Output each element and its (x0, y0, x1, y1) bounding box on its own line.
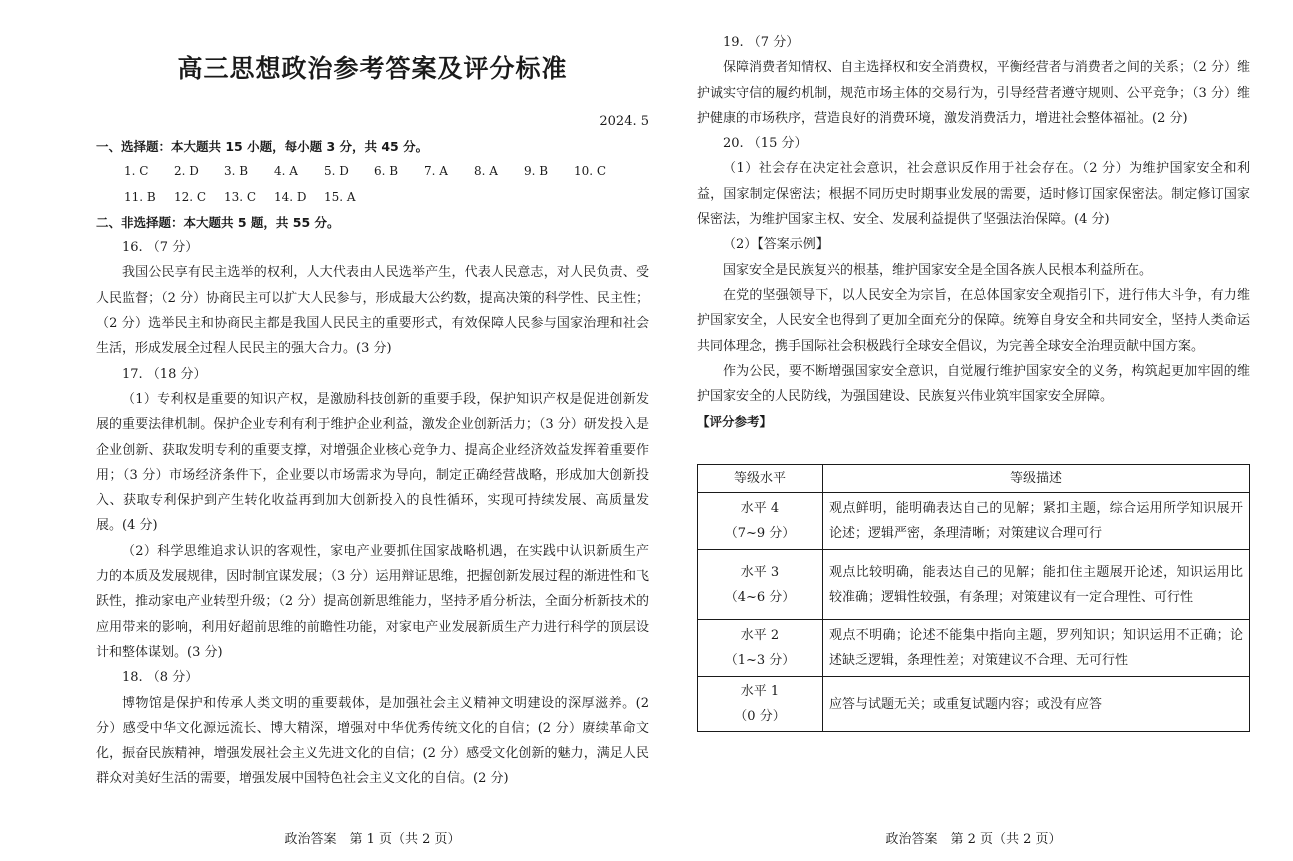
q17-part-2: （2）科学思维追求认识的客观性，家电产业要抓住国家战略机遇，在实践中认识新质生产力的本质及发展规律，因时制宜谋发展；（3 分）运用辩证思维，把握创新发展过程的渐进性和飞跃性，推动家电产业转型升级；（2 分）提高创新思维能力，坚持矛盾分析法，全面分析新技术的应用带来的影响，利用好超前思维的前瞻性功能，对家电产业发展新质生产力进行科学的顶层设计和整体谋划。(3 分) (96, 543, 649, 660)
answer-item: 11. B (124, 189, 156, 204)
answer-item: 1. C (124, 164, 149, 179)
q16-answer: 我国公民享有民主选举的权利，人大代表由人民选举产生，代表人民意志，对人民负责、受人民监督；（2 分）协商民主可以扩大人民参与，形成最大公约数，提高决策的科学性、民主性；（2 分）选举民主和协商民主都是我国人民民主的重要形式，有效保障人民参与国家治理和社会生活，形成发展全过程人民民主的强大合力。(3 分) (96, 265, 649, 357)
q17-part-1: （1）专利权是重要的知识产权，是激励科技创新的重要手段，保护知识产权是促进创新发展的重要法律机制。保护企业专利有利于维护企业利益，激发企业创新活力；（3 分）研发投入是企业创新、获取发明专利的重要支撑，对增强企业核心竞争力、提高企业经济效益发挥着重要作用；（3 分）市场经济条件下，企业要以市场需求为导向，制定正确经营战略，形成加大创新投入、获取专利保护到产生转化收益再到加大创新投入的良性循环，实现可持续发展、高质量发展。(4 分) (96, 391, 649, 534)
answer-item: 8. A (474, 164, 498, 179)
level-cell (698, 493, 823, 550)
level-cell (698, 620, 823, 677)
answer-item: 10. C (574, 164, 607, 179)
q19-label: 19. （7 分） (723, 35, 800, 50)
level-description: 观点鲜明，能明确表达自己的见解；紧扣主题，综合运用所学知识展开论述；逻辑严密，条理清晰；对策建议合理可行 (823, 493, 1250, 550)
answer-item: 15. A (324, 189, 356, 204)
level-name: 水平 2 (740, 628, 780, 643)
exam-date: 2024. 5 (599, 114, 649, 129)
q18-label: 18. （8 分） (122, 670, 199, 686)
answer-item: 6. B (374, 164, 399, 179)
page-1-footer: 政治答案 第 1 页（共 2 页） (284, 832, 461, 847)
q20-label: 20. （15 分） (723, 136, 808, 152)
page-1-body (96, 134, 649, 792)
table-row (698, 493, 1250, 550)
answer-item: 7. A (424, 164, 448, 179)
table-header-description: 等级描述 (823, 465, 1250, 493)
answer-item: 9. B (524, 164, 549, 179)
page-title: 高三思想政治参考答案及评分标准 (177, 54, 568, 83)
level-score-range: （7~9 分） (724, 526, 796, 541)
page-2-body (697, 30, 1250, 435)
q20-part-1: （1）社会存在决定社会意识，社会意识反作用于社会存在。（2 分）为维护国家安全和利益，国家制定保密法；根据不同历史时期事业发展的需要，适时修订国家保密法。制定修订国家保密法，为维护国家主权、安全、发展利益提供了坚强法治保障。(4 分) (697, 161, 1250, 228)
level-description: 观点不明确；论述不能集中指向主题，罗列知识；知识运用不正确；论述缺乏逻辑，条理性差；对策建议不合理、无可行性 (823, 620, 1250, 677)
answer-item: 4. A (274, 164, 298, 179)
level-name: 水平 4 (740, 501, 780, 516)
answer-item: 5. D (324, 164, 349, 179)
answers-row-1 (96, 159, 649, 184)
q18-answer: 博物馆是保护和传承人类文明的重要载体，是加强社会主义精神文明建设的深厚滋养。(2 分）感受中华文化源远流长、博大精深，增强对中华优秀传统文化的自信；(2 分）赓续革命文化，振奋民族精神，增强发展社会主义先进文化的自信；(2 分）感受文化创新的魅力，满足人民群众对美好生活的需要，增强发展中国特色社会主义文化的自信。(2 分) (96, 695, 649, 787)
level-cell (698, 677, 823, 732)
answer-item: 13. C (224, 189, 257, 204)
q16-label: 16. （7 分） (122, 240, 199, 256)
level-description: 应答与试题无关；或重复试题内容；或没有应答 (823, 677, 1250, 732)
level-score-range: （0 分） (734, 709, 786, 724)
level-score-range: （1~3 分） (724, 653, 796, 668)
q20-example-3: 作为公民，要不断增强国家安全意识，自觉履行维护国家安全的义务，构筑起更加牢固的维护国家安全的人民防线，为强国建设、民族复兴伟业筑牢国家安全屏障。 (697, 363, 1250, 405)
answers-row-2 (96, 185, 649, 210)
q20-part-2-label: （2）【答案示例】 (723, 237, 829, 253)
table-row (698, 550, 1250, 620)
level-description: 观点比较明确，能表达自己的见解；能扣住主题展开论述，知识运用比较准确；逻辑性较强，有条理；对策建议有一定合理性、可行性 (823, 550, 1250, 620)
q20-example-1: 国家安全是民族复兴的根基，维护国家安全是全国各族人民根本利益所在。 (723, 262, 1153, 278)
table-row (698, 677, 1250, 732)
level-name: 水平 1 (740, 684, 780, 699)
table-row (698, 620, 1250, 677)
answer-item: 3. B (224, 164, 249, 179)
q20-example-2: 在党的坚强领导下，以人民安全为宗旨，在总体国家安全观指引下，进行伟大斗争，有力维护国家安全，人民安全也得到了更加全面充分的保障。统筹自身安全和共同安全，坚持人类命运共同体理念，携手国际社会积极践行全球安全倡议，为完善全球安全治理贡献中国方案。 (697, 287, 1250, 354)
page-2-footer: 政治答案 第 2 页（共 2 页） (885, 832, 1062, 847)
rubric-heading: 【评分参考】 (697, 414, 773, 430)
section-2-heading: 二、非选择题：本大题共 5 题，共 55 分。 (96, 214, 340, 230)
answer-item: 14. D (274, 189, 307, 204)
q19-answer: 保障消费者知情权、自主选择权和安全消费权，平衡经营者与消费者之间的关系；（2 分）维护诚实守信的履约机制，规范市场主体的交易行为，引导经营者遵守规则、公平竞争；（3 分）维护健康的市场秩序，营造良好的消费环境，激发消费活力，增进社会整体福祉。(2 分) (697, 60, 1250, 126)
level-name: 水平 3 (740, 564, 780, 580)
grading-rubric-table (697, 464, 1250, 732)
q17-label: 17. （18 分） (122, 366, 207, 382)
level-score-range: （4~6 分） (724, 589, 796, 605)
table-header-row (698, 465, 1250, 493)
answer-item: 2. D (174, 164, 199, 179)
answer-item: 12. C (174, 189, 207, 204)
table-header-level: 等级水平 (698, 465, 823, 493)
level-cell (698, 550, 823, 620)
section-1-heading: 一、选择题：本大题共 15 小题，每小题 3 分，共 45 分。 (96, 139, 429, 154)
